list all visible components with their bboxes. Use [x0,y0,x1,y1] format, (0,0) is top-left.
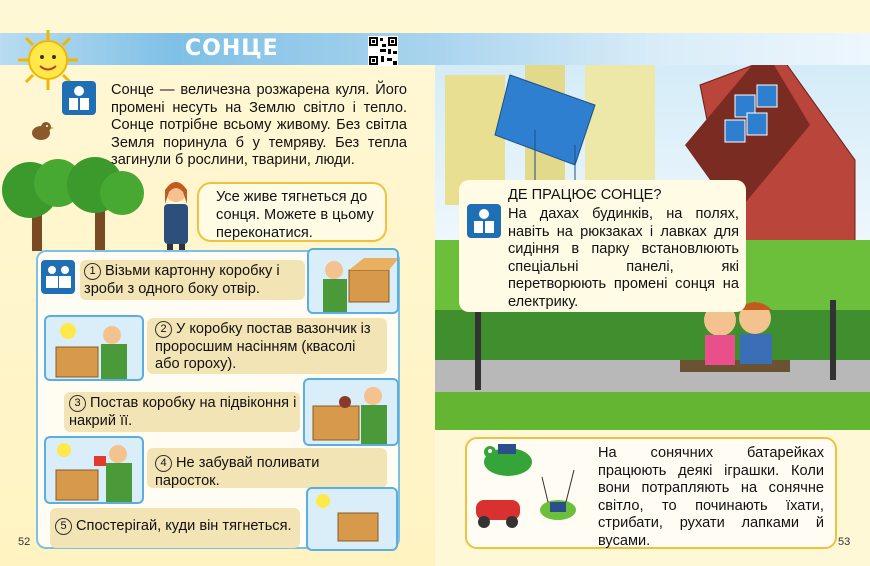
step-number: 4 [155,455,172,472]
activity-icon [41,260,75,294]
step-2-illustration [44,315,144,381]
step-text: Постав коробку на підвіконня і накрий її. [69,395,297,429]
step-number: 2 [155,321,172,338]
trees-illustration [0,155,150,251]
step-4 [155,455,385,490]
step-text: Не забувай поливати паросток. [155,455,320,489]
step-number: 1 [84,263,101,280]
step-4-illustration [44,436,144,504]
page-title: СОНЦЕ [185,36,279,61]
park-hedge-and-kids [435,300,870,410]
step-1-illustration [307,248,399,314]
solar-toys-text: На сонячних батарейках працюють деякі іграшки. Коли вони потрапляють на сонячне світло, то починають їхати, стрибати, рухати лапками й вусами. [598,445,824,549]
title-band [0,33,870,65]
question-text: На дахах будинків, на полях, навіть на рюкзаках і лавках для сидіння в парку встановлюють спеціальні панелі, які перетворюють промені сонця на електрику. [508,206,739,310]
step-1 [84,263,304,298]
step-text: Візьми картонну коробку і зроби з одного боку отвір. [84,263,280,297]
page-number-left: 52 [18,536,31,548]
page-number-right: 53 [838,536,851,548]
step-2 [155,321,380,374]
step-3 [69,395,297,430]
info-book-icon [467,204,501,238]
step-number: 5 [55,518,72,535]
speech-text: Усе живе тягнеться до сонця. Можете в цьому переконатися. [216,189,374,241]
step-text: Спостерігай, куди він тягнеться. [76,518,292,534]
qr-code-icon[interactable] [368,36,398,66]
teacher-illustration [155,178,197,254]
info-book-icon [62,81,96,115]
step-5-illustration [306,487,398,551]
solar-toys-illustration [470,432,590,542]
intro-paragraph: Сонце — величезна розжарена куля. Його промені несуть на Землю світло і тепло. Сонце потрібне всьому живому. Без світла Земля поринула б у темряву. Без тепла загинули б рослини, тварини, люди. [111,82,407,169]
step-5 [55,518,300,536]
step-3-illustration [303,378,399,446]
question-title: ДЕ ПРАЦЮЄ СОНЦЕ? [508,187,662,203]
bird-icon [28,118,54,144]
step-number: 3 [69,395,86,412]
step-text: У коробку постав вазончик із проросшим насінням (квасолі або гороху). [155,321,371,373]
